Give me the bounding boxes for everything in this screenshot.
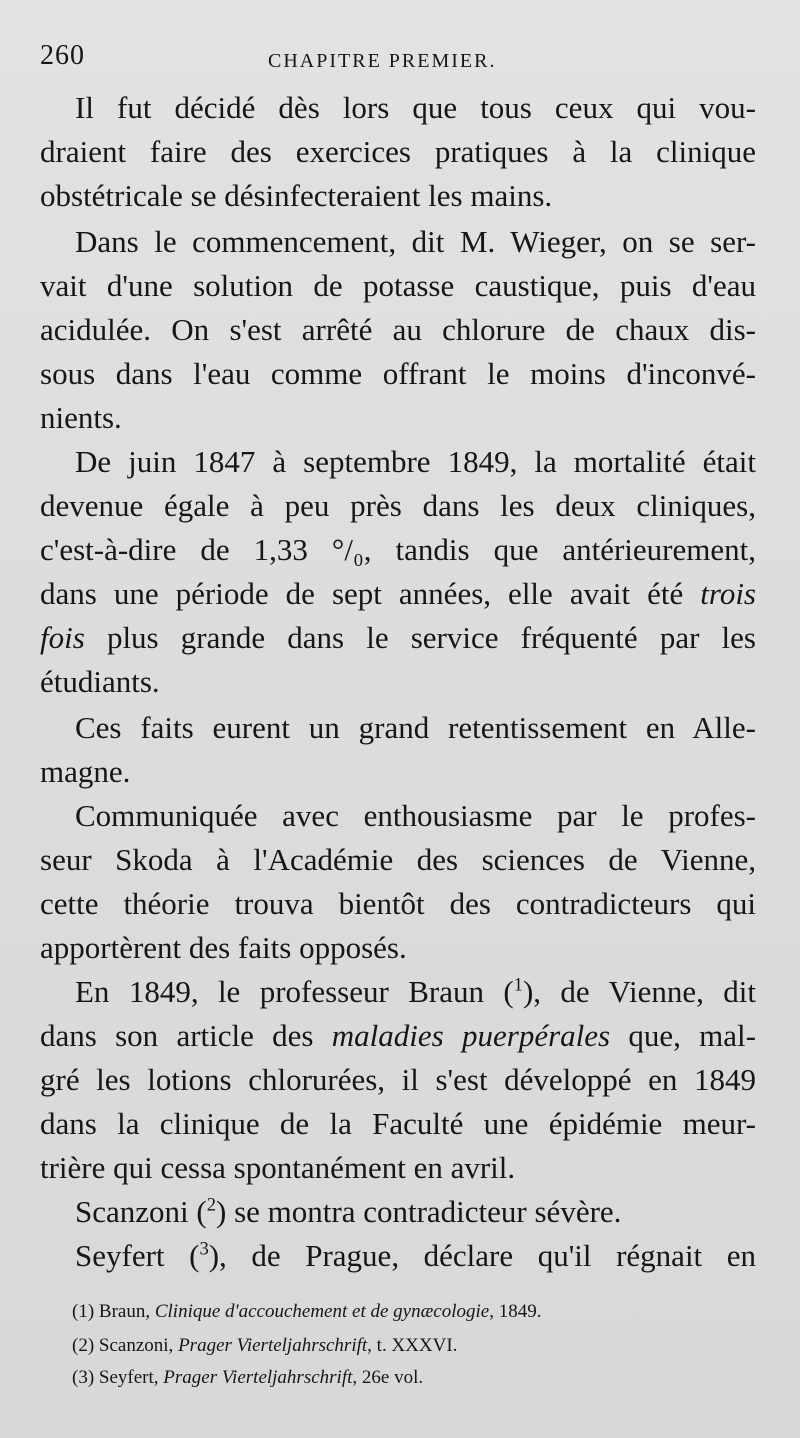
text-line bbox=[40, 266, 756, 306]
italic-text: fois bbox=[40, 620, 85, 655]
line-text: vait d'une solution de potasse caustique, puis d'eau bbox=[40, 268, 756, 303]
text-line bbox=[40, 88, 756, 128]
line-text: magne. bbox=[40, 754, 131, 789]
line-text: sous dans l'eau comme offrant le moins d'inconvé- bbox=[40, 356, 756, 391]
line-text: obstétricale se désinfecteraient les mains. bbox=[40, 178, 553, 213]
italic-text: trois bbox=[700, 576, 756, 611]
line-text: apportèrent des faits opposés. bbox=[40, 930, 407, 965]
text-line bbox=[40, 222, 756, 262]
text-line bbox=[40, 1236, 756, 1276]
line-text: acidulée. On s'est arrêté au chlorure de chaux dis- bbox=[40, 312, 756, 347]
text-line bbox=[40, 708, 756, 748]
text-line bbox=[40, 310, 756, 350]
text-line bbox=[40, 618, 756, 658]
line-text: Dans le commencement, dit M. Wieger, on se ser- bbox=[75, 224, 756, 259]
line-text: , 1849. bbox=[489, 1301, 542, 1322]
text-line bbox=[40, 662, 756, 702]
line-text: Scanzoni ( bbox=[75, 1194, 207, 1229]
footnote-reference: 2 bbox=[206, 1194, 217, 1216]
text-line bbox=[40, 796, 756, 836]
footnote-mark: (1) bbox=[72, 1301, 95, 1322]
text-line bbox=[40, 442, 756, 482]
footnote-1 bbox=[72, 1300, 722, 1324]
line-text: nients. bbox=[40, 400, 122, 435]
line-text: Scanzoni, bbox=[94, 1335, 179, 1356]
text-line bbox=[40, 1060, 756, 1100]
text-line bbox=[40, 1192, 756, 1232]
line-text: ) se montra contradicteur sévère. bbox=[216, 1194, 622, 1229]
page-number: 260 bbox=[40, 40, 85, 71]
line-text: Il fut décidé dès lors que tous ceux qui vou- bbox=[75, 90, 756, 125]
line-text: dans la clinique de la Faculté une épidémie meur- bbox=[40, 1106, 756, 1141]
footnote-mark: (2) bbox=[72, 1335, 95, 1356]
line-text: étudiants. bbox=[40, 664, 160, 699]
text-line bbox=[40, 884, 756, 924]
text-line bbox=[40, 486, 756, 526]
line-text: seur Skoda à l'Académie des sciences de Vienne, bbox=[40, 842, 756, 877]
italic-text: Prager Vierteljahrschrift bbox=[178, 1335, 368, 1356]
line-text: trière qui cessa spontanément en avril. bbox=[40, 1150, 516, 1185]
line-text: Seyfert ( bbox=[75, 1238, 200, 1273]
line-text: Seyfert, bbox=[94, 1367, 164, 1388]
text-line bbox=[40, 840, 756, 880]
line-text: gré les lotions chlorurées, il s'est développé en 1849 bbox=[40, 1062, 756, 1097]
text-line bbox=[40, 574, 756, 614]
footnote-reference: 1 bbox=[513, 974, 523, 996]
line-text: c'est-à-dire de 1,33 °/₀, tandis que antérieurement, bbox=[40, 532, 756, 567]
line-text: , 26e vol. bbox=[352, 1367, 424, 1388]
footnote-2 bbox=[72, 1334, 722, 1358]
text-line bbox=[40, 752, 756, 792]
line-text: De juin 1847 à septembre 1849, la mortalité était bbox=[75, 444, 756, 479]
text-line bbox=[40, 972, 756, 1012]
italic-text: maladies puerpérales bbox=[331, 1018, 611, 1053]
line-text: ), de Vienne, dit bbox=[522, 974, 756, 1009]
line-text: ), de Prague, déclare qu'il régnait en bbox=[208, 1238, 757, 1273]
italic-text: Clinique d'accouchement et de gynæcologie bbox=[154, 1301, 490, 1322]
footnote-reference: 3 bbox=[199, 1238, 209, 1260]
text-line bbox=[40, 1148, 756, 1188]
text-line bbox=[40, 176, 756, 216]
line-text: , t. XXXVI. bbox=[367, 1335, 458, 1356]
text-line bbox=[40, 1104, 756, 1144]
line-text: Braun, bbox=[94, 1301, 155, 1322]
running-title: CHAPITRE PREMIER. bbox=[268, 50, 497, 72]
line-text: devenue égale à peu près dans les deux cliniques, bbox=[40, 488, 756, 523]
line-text: que, mal- bbox=[610, 1018, 756, 1053]
line-text: En 1849, le professeur Braun ( bbox=[75, 974, 514, 1009]
text-line bbox=[40, 398, 756, 438]
line-text: plus grande dans le service fréquenté par les bbox=[84, 620, 756, 655]
text-line bbox=[40, 132, 756, 172]
text-line bbox=[40, 354, 756, 394]
text-line bbox=[40, 530, 756, 570]
line-text: cette théorie trouva bientôt des contradicteurs qui bbox=[40, 886, 756, 921]
footnote-3 bbox=[72, 1366, 722, 1390]
text-line bbox=[40, 1016, 756, 1056]
footnote-mark: (3) bbox=[72, 1367, 95, 1388]
text-line bbox=[40, 928, 756, 968]
line-text: Ces faits eurent un grand retentissement en Alle- bbox=[75, 710, 756, 745]
italic-text: Prager Vierteljahrschrift bbox=[163, 1367, 353, 1388]
line-text: dans son article des bbox=[40, 1018, 332, 1053]
line-text: dans une période de sept années, elle avait été bbox=[40, 576, 701, 611]
line-text: draient faire des exercices pratiques à la clinique bbox=[40, 134, 756, 169]
line-text: Communiquée avec enthousiasme par le profes- bbox=[75, 798, 756, 833]
